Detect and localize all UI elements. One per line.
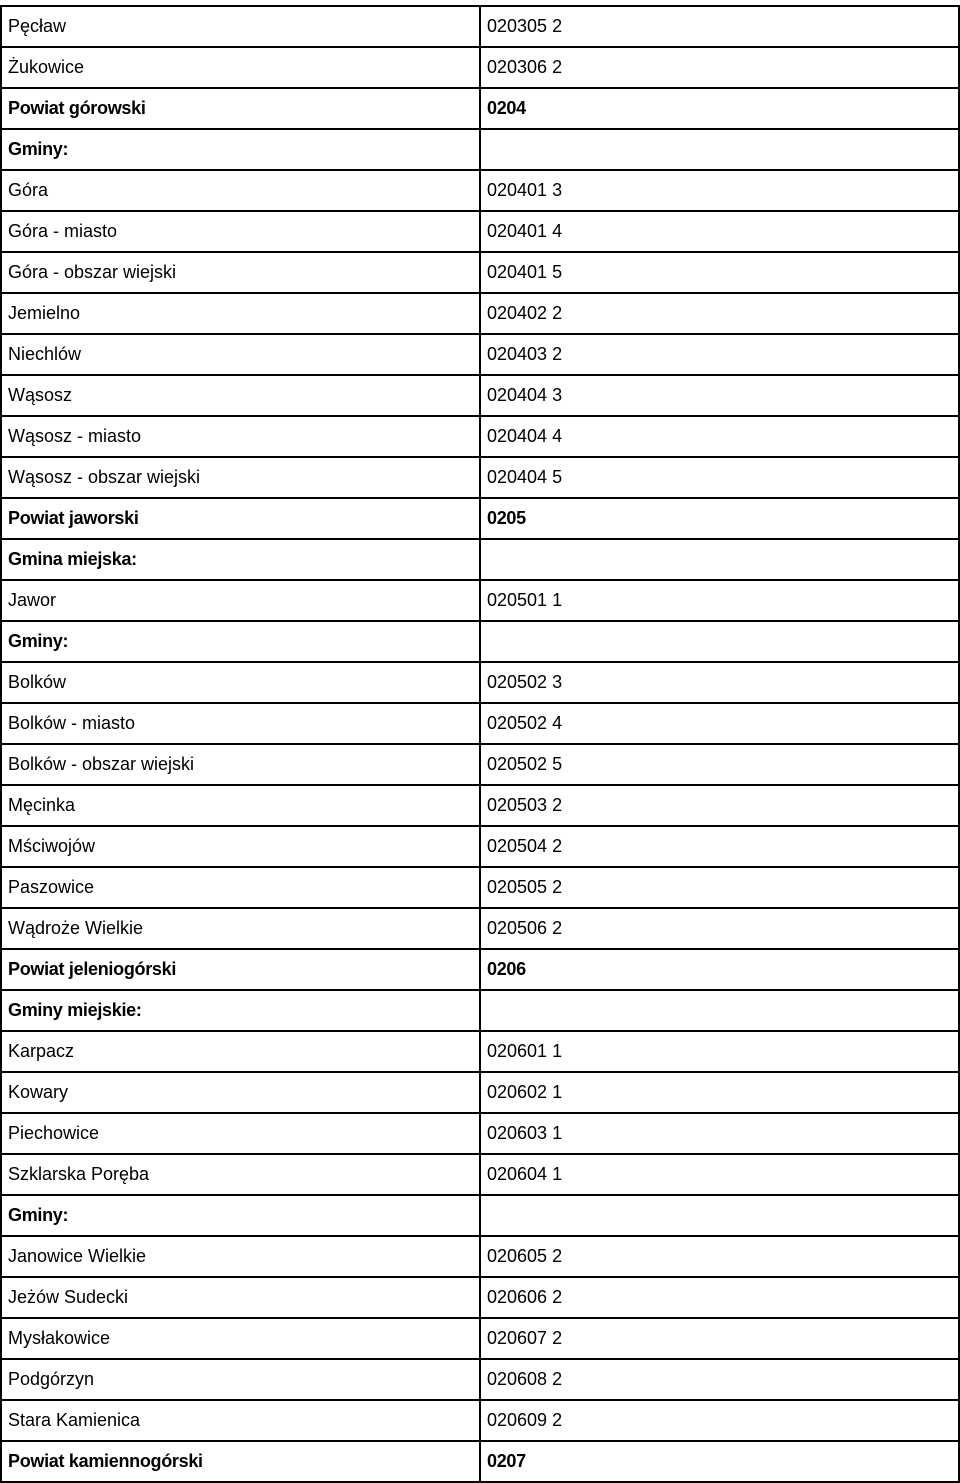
unit-name-cell: Żukowice [1, 47, 480, 88]
unit-name-cell: Powiat jeleniogórski [1, 949, 480, 990]
unit-name-cell: Mściwojów [1, 826, 480, 867]
table-row [1, 416, 959, 457]
unit-name-cell: Mysłakowice [1, 1318, 480, 1359]
table-row [1, 703, 959, 744]
unit-name-cell: Gminy: [1, 129, 480, 170]
section-header-row [1, 990, 959, 1031]
section-header-row [1, 621, 959, 662]
unit-code-cell: 020502 5 [480, 744, 959, 785]
unit-name-cell: Piechowice [1, 1113, 480, 1154]
table-row [1, 334, 959, 375]
unit-code-cell: 020502 4 [480, 703, 959, 744]
section-header-row [1, 949, 959, 990]
unit-code-cell: 020506 2 [480, 908, 959, 949]
unit-name-cell: Gminy: [1, 1195, 480, 1236]
unit-name-cell: Jemielno [1, 293, 480, 334]
unit-code-cell: 020402 2 [480, 293, 959, 334]
unit-name-cell: Męcinka [1, 785, 480, 826]
unit-code-cell [480, 129, 959, 170]
unit-code-cell: 020605 2 [480, 1236, 959, 1277]
table-row [1, 826, 959, 867]
table-row [1, 170, 959, 211]
unit-name-cell: Kowary [1, 1072, 480, 1113]
unit-code-cell: 020505 2 [480, 867, 959, 908]
territorial-codes-table [0, 5, 960, 1483]
unit-name-cell: Wąsosz - obszar wiejski [1, 457, 480, 498]
unit-code-cell: 020602 1 [480, 1072, 959, 1113]
unit-name-cell: Wąsosz - miasto [1, 416, 480, 457]
table-row [1, 1400, 959, 1441]
unit-code-cell: 020501 1 [480, 580, 959, 621]
unit-name-cell: Powiat jaworski [1, 498, 480, 539]
unit-code-cell [480, 621, 959, 662]
table-row [1, 908, 959, 949]
table-row [1, 1072, 959, 1113]
unit-code-cell: 020404 4 [480, 416, 959, 457]
table-row [1, 252, 959, 293]
unit-name-cell: Szklarska Poręba [1, 1154, 480, 1195]
unit-name-cell: Jawor [1, 580, 480, 621]
unit-code-cell: 020601 1 [480, 1031, 959, 1072]
unit-code-cell: 0205 [480, 498, 959, 539]
section-header-row [1, 539, 959, 580]
unit-code-cell: 020401 4 [480, 211, 959, 252]
unit-code-cell: 020306 2 [480, 47, 959, 88]
unit-code-cell: 020609 2 [480, 1400, 959, 1441]
table-row [1, 867, 959, 908]
table-row [1, 1277, 959, 1318]
table-row [1, 1031, 959, 1072]
unit-name-cell: Góra [1, 170, 480, 211]
unit-code-cell: 0204 [480, 88, 959, 129]
unit-name-cell: Powiat górowski [1, 88, 480, 129]
unit-code-cell: 020603 1 [480, 1113, 959, 1154]
unit-code-cell [480, 539, 959, 580]
unit-name-cell: Bolków - miasto [1, 703, 480, 744]
table-row [1, 1236, 959, 1277]
table-row [1, 1113, 959, 1154]
unit-name-cell: Góra - obszar wiejski [1, 252, 480, 293]
unit-name-cell: Bolków [1, 662, 480, 703]
unit-code-cell: 020401 5 [480, 252, 959, 293]
unit-name-cell: Góra - miasto [1, 211, 480, 252]
unit-name-cell: Gminy miejskie: [1, 990, 480, 1031]
section-header-row [1, 88, 959, 129]
table-row [1, 293, 959, 334]
unit-name-cell: Bolków - obszar wiejski [1, 744, 480, 785]
unit-code-cell: 0207 [480, 1441, 959, 1482]
unit-code-cell: 020403 2 [480, 334, 959, 375]
section-header-row [1, 1441, 959, 1482]
table-row [1, 744, 959, 785]
table-row [1, 662, 959, 703]
table-row [1, 1154, 959, 1195]
unit-code-cell [480, 1195, 959, 1236]
unit-name-cell: Podgórzyn [1, 1359, 480, 1400]
unit-code-cell [480, 990, 959, 1031]
unit-name-cell: Karpacz [1, 1031, 480, 1072]
table-row [1, 457, 959, 498]
section-header-row [1, 129, 959, 170]
unit-code-cell: 020604 1 [480, 1154, 959, 1195]
unit-code-cell: 020607 2 [480, 1318, 959, 1359]
unit-name-cell: Gminy: [1, 621, 480, 662]
table-body [1, 6, 959, 1482]
unit-code-cell: 020404 5 [480, 457, 959, 498]
unit-name-cell: Powiat kamiennogórski [1, 1441, 480, 1482]
unit-code-cell: 020305 2 [480, 6, 959, 47]
table-row [1, 375, 959, 416]
table-row [1, 47, 959, 88]
unit-name-cell: Pęcław [1, 6, 480, 47]
table-row [1, 211, 959, 252]
table-row [1, 1318, 959, 1359]
unit-name-cell: Gmina miejska: [1, 539, 480, 580]
section-header-row [1, 498, 959, 539]
unit-code-cell: 020401 3 [480, 170, 959, 211]
unit-name-cell: Jeżów Sudecki [1, 1277, 480, 1318]
unit-name-cell: Niechlów [1, 334, 480, 375]
unit-code-cell: 020503 2 [480, 785, 959, 826]
table-row [1, 6, 959, 47]
table-row [1, 580, 959, 621]
section-header-row [1, 1195, 959, 1236]
unit-code-cell: 020502 3 [480, 662, 959, 703]
table-row [1, 785, 959, 826]
unit-name-cell: Wądroże Wielkie [1, 908, 480, 949]
unit-name-cell: Janowice Wielkie [1, 1236, 480, 1277]
table-row [1, 1359, 959, 1400]
unit-code-cell: 020606 2 [480, 1277, 959, 1318]
unit-name-cell: Stara Kamienica [1, 1400, 480, 1441]
unit-code-cell: 020608 2 [480, 1359, 959, 1400]
unit-code-cell: 020404 3 [480, 375, 959, 416]
unit-name-cell: Wąsosz [1, 375, 480, 416]
unit-code-cell: 0206 [480, 949, 959, 990]
unit-code-cell: 020504 2 [480, 826, 959, 867]
unit-name-cell: Paszowice [1, 867, 480, 908]
